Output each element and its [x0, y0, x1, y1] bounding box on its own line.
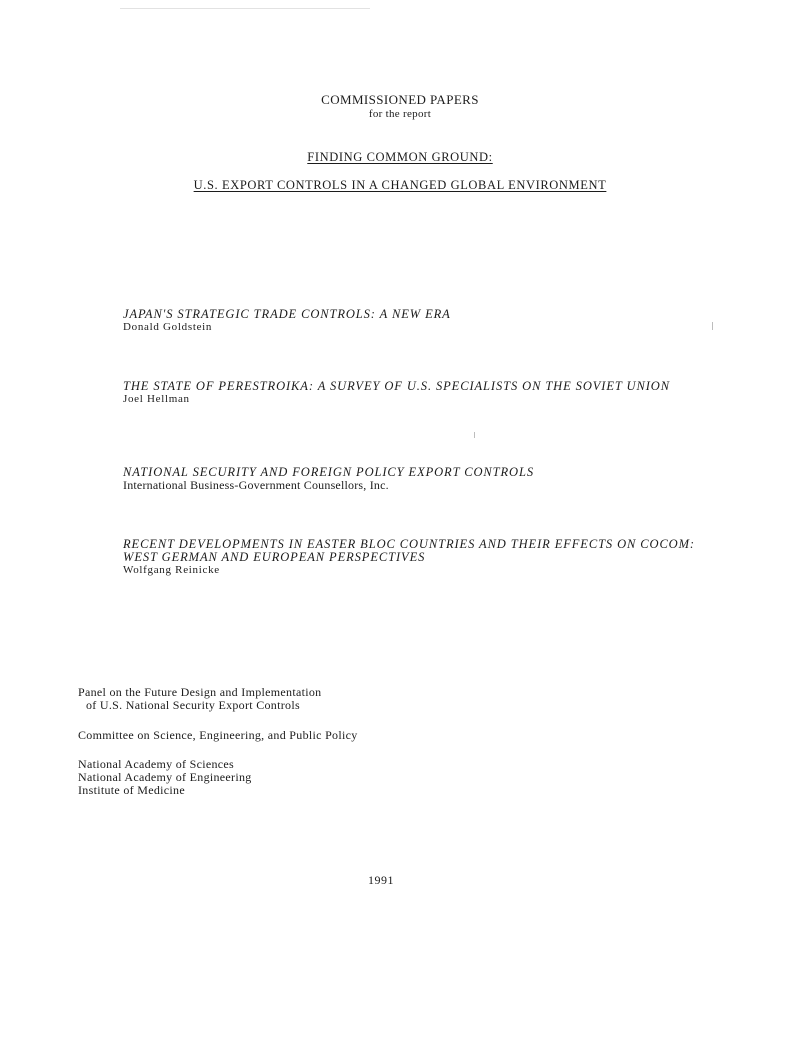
- report-title-line1: FINDING COMMON GROUND:: [307, 150, 493, 164]
- panel-name-line2: of U.S. National Security Export Controls: [86, 698, 300, 712]
- report-title-line2: U.S. EXPORT CONTROLS IN A CHANGED GLOBAL ENVIRONMENT: [193, 178, 607, 192]
- paper-title: JAPAN'S STRATEGIC TRADE CONTROLS: A NEW ERA: [123, 307, 451, 321]
- paper-author: International Business-Government Counsellors, Inc.: [123, 478, 389, 492]
- paper-entry-4: [123, 538, 703, 577]
- paper-title: THE STATE OF PERESTROIKA: A SURVEY OF U.S. SPECIALISTS ON THE SOVIET UNION: [123, 379, 670, 393]
- paper-title: RECENT DEVELOPMENTS IN EASTER BLOC COUNTRIES AND THEIR EFFECTS ON COCOM: WEST GERMAN AND EUROPEAN PERSPECTIVES: [123, 537, 695, 564]
- academies-list: [78, 758, 252, 797]
- paper-author: Wolfgang Reinicke: [123, 564, 220, 576]
- paper-author: Joel Hellman: [123, 393, 190, 405]
- paper-author: Donald Goldstein: [123, 321, 213, 333]
- scan-mark: [712, 322, 713, 330]
- heading-commissioned-papers: COMMISSIONED PAPERS: [321, 92, 479, 107]
- paper-entry-3: [123, 466, 703, 492]
- heading-for-the-report: for the report: [368, 108, 432, 120]
- paper-entry-2: [123, 380, 703, 406]
- scan-mark: [120, 8, 370, 9]
- paper-entry-1: [123, 308, 703, 334]
- academy-item: National Academy of Sciences: [78, 757, 235, 771]
- panel-name-line1: Panel on the Future Design and Implementation: [78, 685, 322, 699]
- scan-mark: [474, 432, 475, 438]
- academy-item: Institute of Medicine: [78, 783, 185, 797]
- academy-item: National Academy of Engineering: [78, 770, 252, 784]
- committee-name: Committee on Science, Engineering, and Public Policy: [78, 728, 358, 742]
- panel-name: [78, 686, 321, 712]
- publication-year: 1991: [368, 873, 394, 887]
- paper-title: NATIONAL SECURITY AND FOREIGN POLICY EXPORT CONTROLS: [123, 465, 534, 479]
